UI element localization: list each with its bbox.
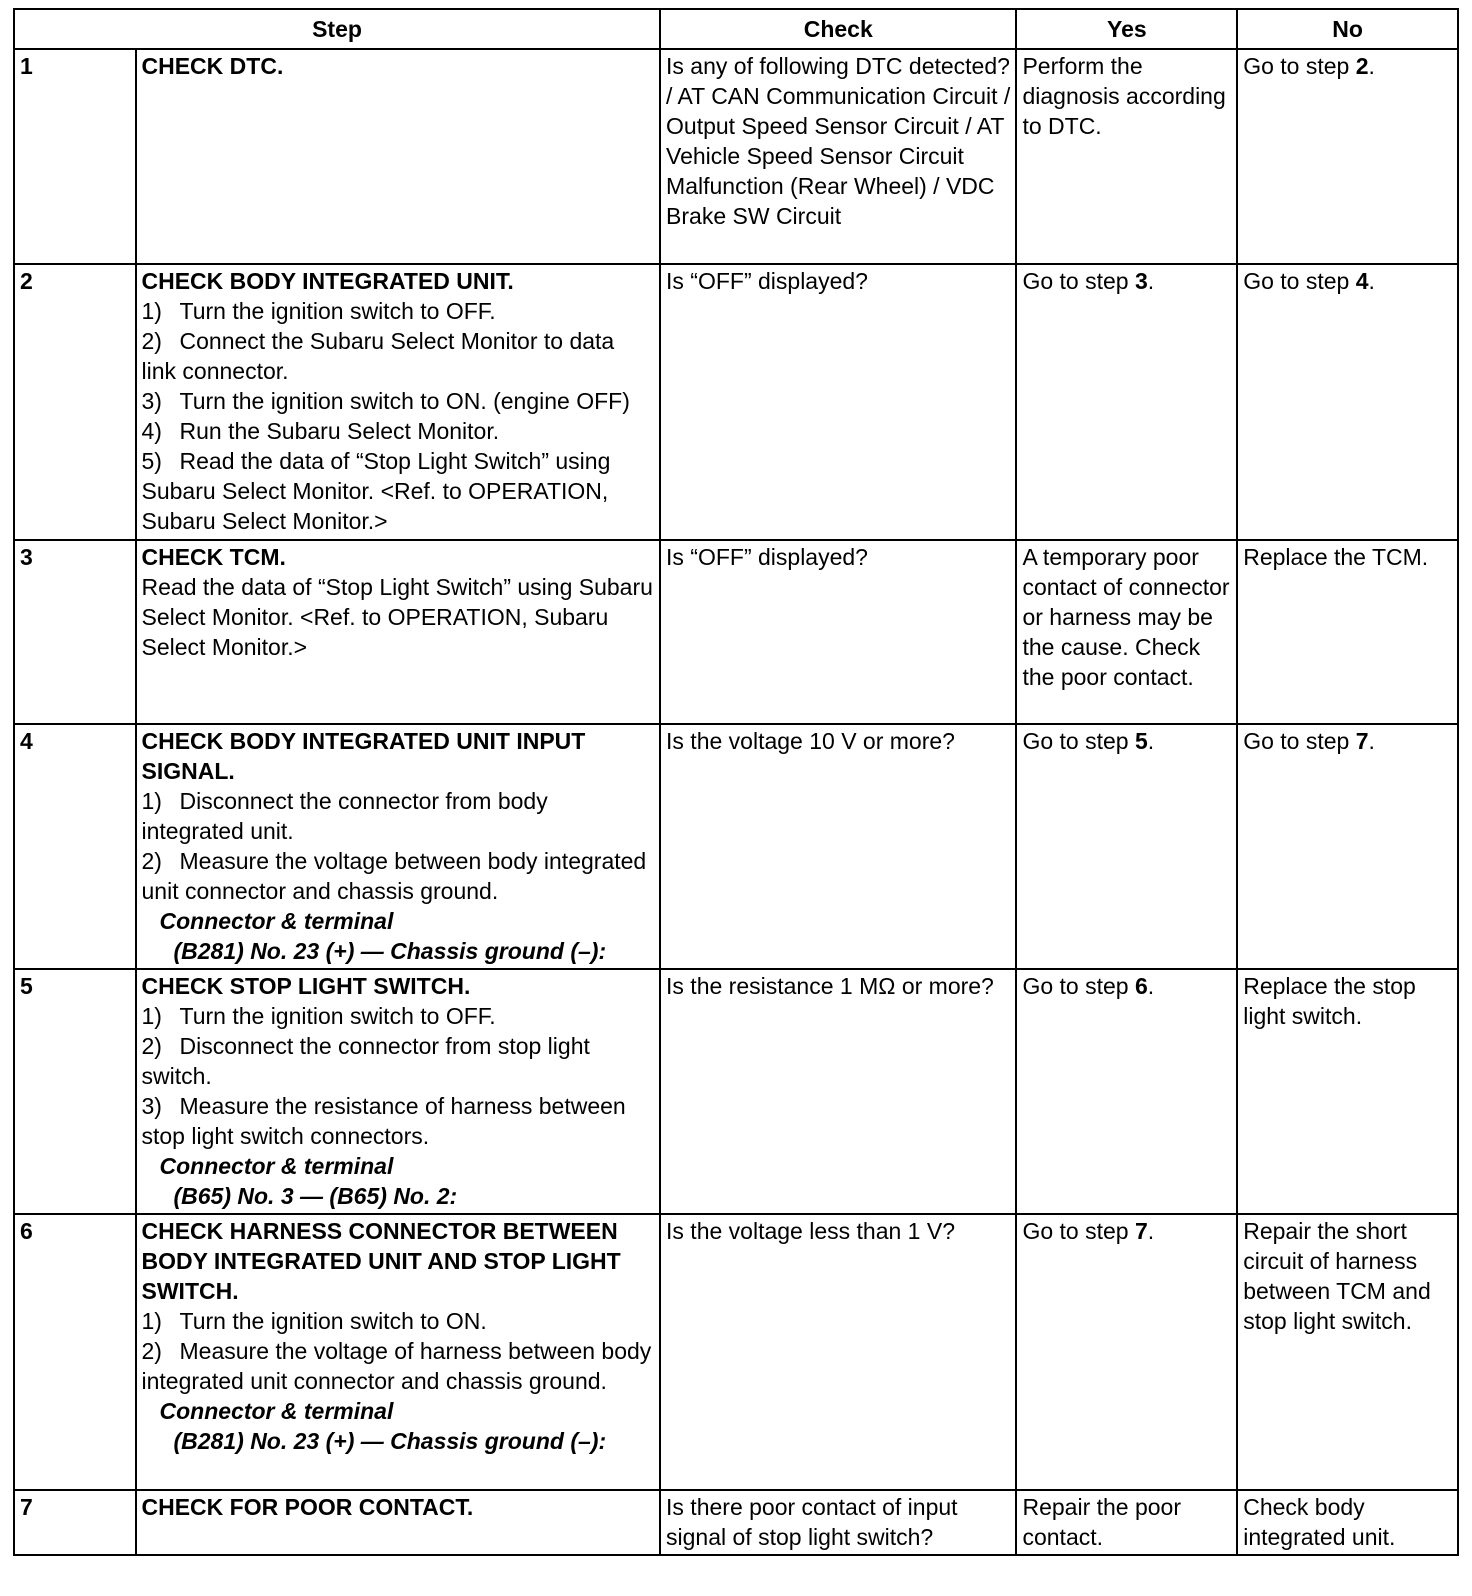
check-cell: Is the voltage less than 1 V? [660,1214,1016,1490]
no-cell [1237,49,1458,264]
check-cell: Is the voltage 10 V or more? [660,724,1016,969]
substep-text: Measure the resistance of harness between stop light switch connectors. [141,1093,626,1149]
table-row [14,1214,1458,1490]
step-title: CHECK BODY INTEGRATED UNIT. [141,268,514,294]
yes-prefix: Go to step [1022,268,1135,294]
substep-number: 4) [141,418,162,444]
table-row [14,969,1458,1214]
step-cell [136,1490,661,1555]
step-number: 2 [14,264,136,540]
substep [142,416,655,446]
substep [142,1031,655,1091]
yes-prefix: Go to step [1022,728,1135,754]
yes-cell: Repair the poor contact. [1016,1490,1237,1555]
substep [142,446,655,536]
yes-suffix: . [1147,1218,1155,1244]
header-step: Step [14,9,660,49]
table-row [14,49,1458,264]
substep-number: 2) [141,328,162,354]
yes-cell: A temporary poor contact of connector or harness may be the cause. Check the poor contact. [1016,540,1237,724]
substep-number: 2) [141,848,162,874]
yes-cell [1016,1214,1237,1490]
step-number: 6 [14,1214,136,1490]
terminal-spec: (B65) No. 3 — (B65) No. 2: [173,1183,458,1209]
no-cell [1237,264,1458,540]
step-title: CHECK HARNESS CONNECTOR BETWEEN BODY INTEGRATED UNIT AND STOP LIGHT SWITCH. [141,1218,621,1304]
substep-text: Connect the Subaru Select Monitor to data link connector. [141,328,615,384]
no-step-ref: 4 [1355,268,1369,294]
yes-suffix: . [1147,728,1155,754]
substep-number: 2) [141,1033,162,1059]
table-row [14,724,1458,969]
substep-text: Measure the voltage of harness between body integrated unit connector and chassis ground. [141,1338,652,1394]
header-check: Check [660,9,1016,49]
substep-number: 1) [141,298,162,324]
yes-step-ref: 6 [1134,973,1148,999]
step-number: 5 [14,969,136,1214]
substep-number: 1) [141,788,162,814]
terminal-heading: Connector & terminal [159,908,394,934]
no-prefix: Go to step [1243,728,1356,754]
substep [142,1336,655,1396]
substep [142,1306,655,1336]
step-cell [136,540,661,724]
substep-text: Turn the ignition switch to OFF. [179,298,496,324]
step-title: CHECK TCM. [141,544,286,570]
step-title: CHECK STOP LIGHT SWITCH. [141,973,471,999]
yes-suffix: . [1147,268,1155,294]
substep-number: 2) [141,1338,162,1364]
substep-text: Run the Subaru Select Monitor. [179,418,500,444]
header-row [14,9,1458,49]
terminal-heading: Connector & terminal [159,1153,394,1179]
substep-number: 3) [141,388,162,414]
step-cell [136,264,661,540]
substep [142,326,655,386]
yes-prefix: Go to step [1022,1218,1135,1244]
step-number: 4 [14,724,136,969]
step-cell [136,724,661,969]
step-number: 7 [14,1490,136,1555]
step-cell [136,1214,661,1490]
step-cell [136,49,661,264]
terminal-spec: (B281) No. 23 (+) — Chassis ground (–): [173,938,607,964]
substep-text: Turn the ignition switch to ON. [179,1308,487,1334]
step-cell [136,969,661,1214]
step-instruction: Read the data of “Stop Light Switch” using Subaru Select Monitor. <Ref. to OPERATION, Subaru Select Monitor.> [141,574,653,660]
substep-number: 5) [141,448,162,474]
no-step-ref: 2 [1355,53,1369,79]
no-cell: Replace the TCM. [1237,540,1458,724]
substep-number: 1) [141,1308,162,1334]
yes-step-ref: 5 [1134,728,1148,754]
header-no: No [1237,9,1458,49]
terminal-heading: Connector & terminal [159,1398,394,1424]
table-row [14,264,1458,540]
check-cell: Is any of following DTC detected? / AT CAN Communication Circuit / Output Speed Sensor Circuit / AT Vehicle Speed Sensor Circuit Malfunction (Rear Wheel) / VDC Brake SW Circuit [660,49,1016,264]
yes-step-ref: 7 [1134,1218,1148,1244]
yes-suffix: . [1147,973,1155,999]
step-title: CHECK BODY INTEGRATED UNIT INPUT SIGNAL. [141,728,586,784]
yes-cell [1016,724,1237,969]
no-cell [1237,724,1458,969]
substep-text: Disconnect the connector from stop light switch. [141,1033,590,1089]
substep [142,786,655,846]
no-suffix: . [1368,53,1375,79]
no-cell: Replace the stop light switch. [1237,969,1458,1214]
yes-cell: Perform the diagnosis according to DTC. [1016,49,1237,264]
diagnostic-table [13,8,1459,1556]
no-cell: Check body integrated unit. [1237,1490,1458,1555]
header-yes: Yes [1016,9,1237,49]
substep-text: Measure the voltage between body integrated unit connector and chassis ground. [141,848,647,904]
table-row [14,1490,1458,1555]
step-number: 1 [14,49,136,264]
substep-text: Turn the ignition switch to OFF. [179,1003,496,1029]
step-title: CHECK DTC. [141,53,284,79]
yes-prefix: Go to step [1022,973,1135,999]
check-cell: Is there poor contact of input signal of stop light switch? [660,1490,1016,1555]
substep-text: Turn the ignition switch to ON. (engine OFF) [179,388,630,414]
check-cell: Is “OFF” displayed? [660,264,1016,540]
substep-number: 1) [141,1003,162,1029]
table-row [14,540,1458,724]
substep-text: Read the data of “Stop Light Switch” using Subaru Select Monitor. <Ref. to OPERATION, Subaru Select Monitor.> [141,448,611,534]
check-cell: Is “OFF” displayed? [660,540,1016,724]
no-prefix: Go to step [1243,268,1356,294]
step-number: 3 [14,540,136,724]
step-title: CHECK FOR POOR CONTACT. [141,1494,474,1520]
no-step-ref: 7 [1355,728,1369,754]
check-cell: Is the resistance 1 MΩ or more? [660,969,1016,1214]
substep-number: 3) [141,1093,162,1119]
substep [142,386,655,416]
substep [142,1001,655,1031]
no-cell: Repair the short circuit of harness between TCM and stop light switch. [1237,1214,1458,1490]
no-suffix: . [1368,268,1375,294]
yes-cell [1016,969,1237,1214]
substep [142,846,655,906]
no-prefix: Go to step [1243,53,1356,79]
substep [142,1091,655,1151]
no-suffix: . [1368,728,1375,754]
terminal-spec: (B281) No. 23 (+) — Chassis ground (–): [173,1428,607,1454]
yes-cell [1016,264,1237,540]
substep [142,296,655,326]
substep-text: Disconnect the connector from body integrated unit. [141,788,548,844]
yes-step-ref: 3 [1134,268,1148,294]
